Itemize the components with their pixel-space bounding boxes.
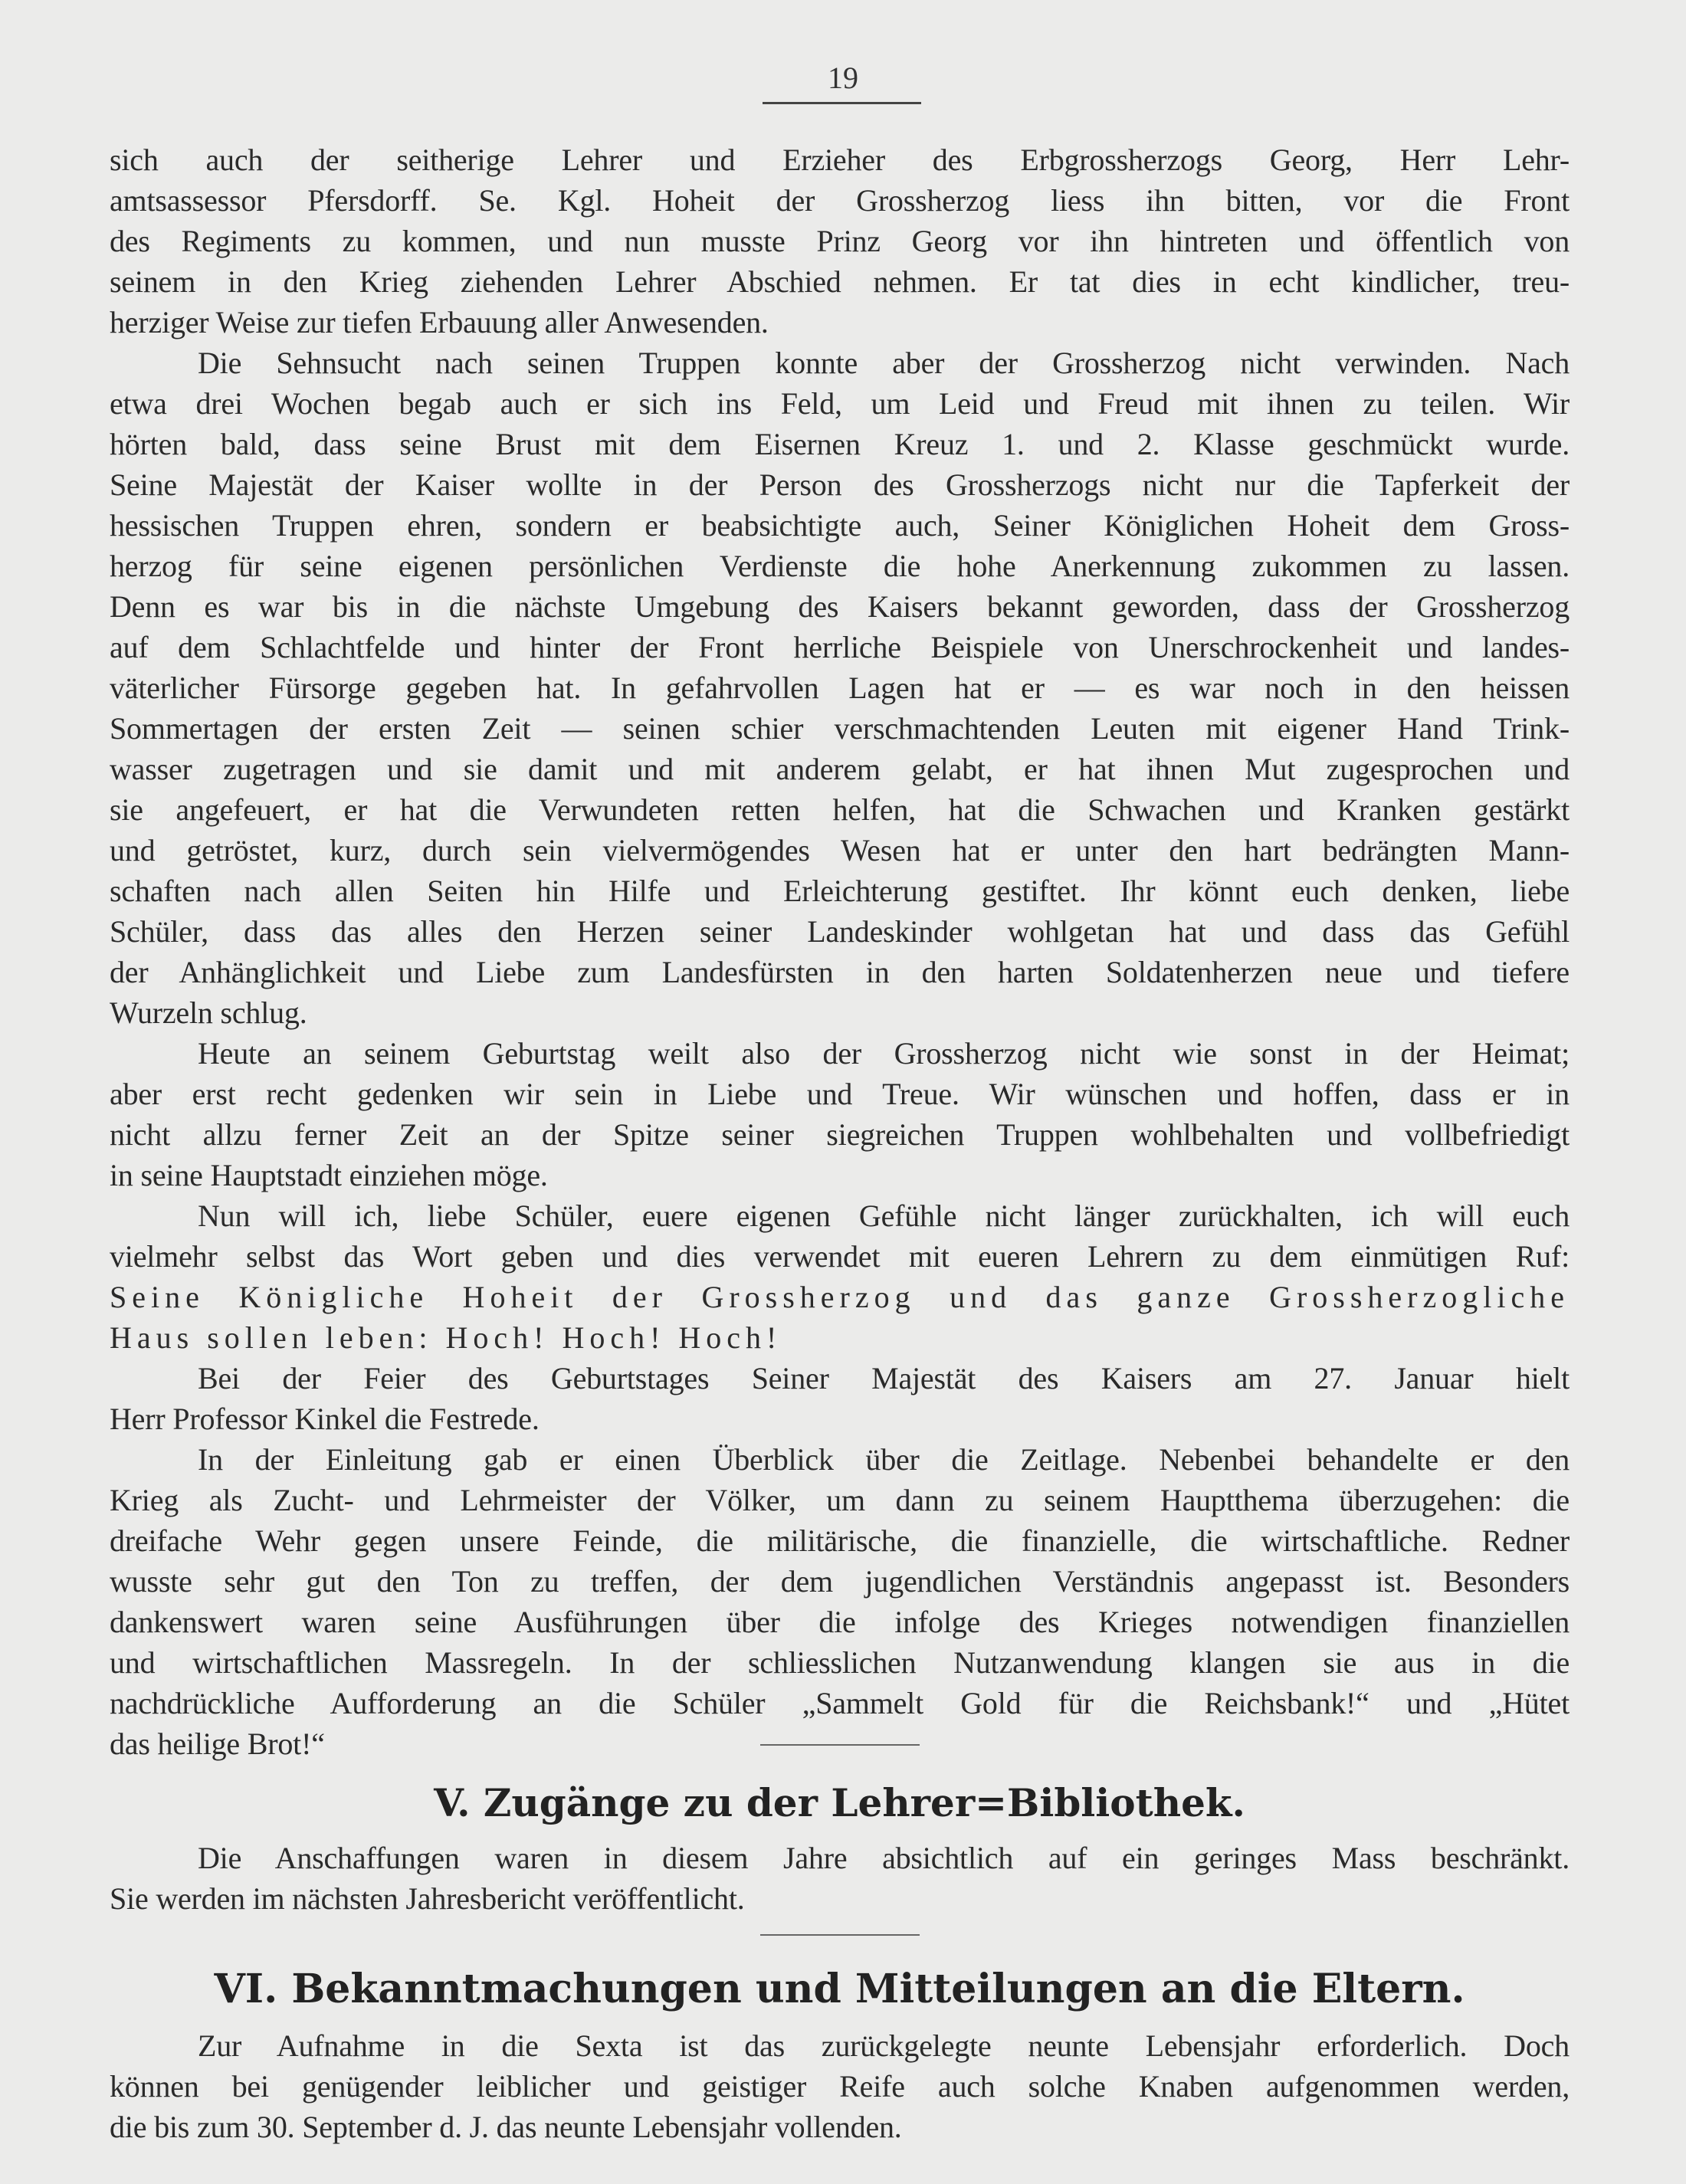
body-line: Zur Aufnahme in die Sexta ist das zurückgelegte neunte Lebensjahr erforderlich. Doch [198,2028,1570,2063]
body-line: Sommertagen der ersten Zeit — seinen schier verschmachtenden Leuten mit eigener Hand Trink- [110,711,1570,746]
body-line: In der Einleitung gab er einen Überblick über die Zeitlage. Nebenbei behandelte er den [198,1442,1570,1477]
body-line: etwa drei Wochen begab auch er sich ins Feld, um Leid und Freud mit ihnen zu teilen. Wir [110,386,1570,421]
body-line: nachdrückliche Aufforderung an die Schüler „Sammelt Gold für die Reichsbank!“ und „Hütet [110,1686,1570,1720]
header-rule [763,102,921,104]
body-line: aber erst recht gedenken wir sein in Liebe und Treue. Wir wünschen und hoffen, dass er in [110,1077,1570,1111]
body-line: Haus sollen leben: Hoch! Hoch! Hoch! [110,1320,782,1355]
body-line: Denn es war bis in die nächste Umgebung des Kaisers bekannt geworden, dass der Grossherzog [110,589,1570,624]
body-line: das heilige Brot!“ [110,1727,325,1761]
body-line: und getröstet, kurz, durch sein vielvermögendes Wesen hat er unter den hart bedrängten Mann- [110,833,1570,867]
body-line: Herr Professor Kinkel die Festrede. [110,1402,540,1436]
body-line: Schüler, dass das alles den Herzen seiner Landeskinder wohlgetan hat und dass das Gefühl [110,914,1570,949]
body-line: auf dem Schlachtfelde und hinter der Front herrliche Beispiele von Unerschrockenheit und landes- [110,630,1570,664]
body-line: und wirtschaftlichen Massregeln. In der schliesslichen Nutzanwendung klangen sie aus in die [110,1645,1570,1680]
body-line: in seine Hauptstadt einziehen möge. [110,1158,548,1192]
body-line: Sie werden im nächsten Jahresbericht veröffentlicht. [110,1881,745,1916]
body-line: amtsassessor Pfersdorff. Se. Kgl. Hoheit der Grossherzog liess ihn bitten, vor die Front [110,183,1570,218]
body-line: hessischen Truppen ehren, sondern er beabsichtigte auch, Seiner Königlichen Hoheit dem Gross- [110,508,1570,543]
section-vi-heading: VI. Bekanntmachungen und Mitteilungen an die Eltern. [214,1966,1465,2012]
body-line: Bei der Feier des Geburtstages Seiner Majestät des Kaisers am 27. Januar hielt [198,1361,1570,1395]
section-v-heading: V. Zugänge zu der Lehrer=Bibliothek. [434,1780,1245,1825]
body-line: Heute an seinem Geburtstag weilt also der Grossherzog nicht wie sonst in der Heimat; [198,1036,1570,1071]
text-column [110,139,1570,2147]
section-divider [760,1934,920,1936]
section-divider [760,1744,920,1746]
body-line: können bei genügender leiblicher und geistiger Reife auch solche Knaben aufgenommen werden, [110,2069,1570,2104]
body-line: sich auch der seitherige Lehrer und Erzieher des Erbgrossherzogs Georg, Herr Lehr- [110,143,1570,177]
body-line: der Anhänglichkeit und Liebe zum Landesfürsten in den harten Soldatenherzen neue und tiefere [110,955,1570,989]
body-line: Die Anschaffungen waren in diesem Jahre absichtlich auf ein geringes Mass beschränkt. [198,1841,1570,1875]
body-line: die bis zum 30. September d. J. das neunte Lebensjahr vollenden. [110,2110,902,2144]
body-line: sie angefeuert, er hat die Verwundeten retten helfen, hat die Schwachen und Kranken gestärkt [110,792,1570,827]
body-line: seinem in den Krieg ziehenden Lehrer Abschied nehmen. Er tat dies in echt kindlicher, treu- [110,264,1570,299]
body-line: nicht allzu ferner Zeit an der Spitze seiner siegreichen Truppen wohlbehalten und vollbefriedigt [110,1117,1570,1152]
body-line: Die Sehnsucht nach seinen Truppen konnte aber der Grossherzog nicht verwinden. Nach [198,346,1570,380]
body-line: hörten bald, dass seine Brust mit dem Eisernen Kreuz 1. und 2. Klasse geschmückt wurde. [110,427,1570,461]
body-line: dreifache Wehr gegen unsere Feinde, die militärische, die finanzielle, die wirtschaftliche. Redner [110,1523,1570,1558]
body-line: herziger Weise zur tiefen Erbauung aller Anwesenden. [110,305,769,339]
body-line: Seine Königliche Hoheit der Grossherzog und das ganze Grossherzogliche [110,1280,1570,1314]
body-line: Krieg als Zucht- und Lehrmeister der Völker, um dann zu seinem Hauptthema überzugehen: die [110,1483,1570,1517]
body-line: wasser zugetragen und sie damit und mit anderem gelabt, er hat ihnen Mut zugesprochen und [110,752,1570,786]
body-line: herzog für seine eigenen persönlichen Verdienste die hohe Anerkennung zukommen zu lassen. [110,549,1570,583]
body-line: schaften nach allen Seiten hin Hilfe und Erleichterung gestiftet. Ihr könnt euch denken, liebe [110,874,1570,908]
body-line: des Regiments zu kommen, und nun musste Prinz Georg vor ihn hintreten und öffentlich von [110,224,1570,258]
body-line: Wurzeln schlug. [110,995,307,1030]
body-line: väterlicher Fürsorge gegeben hat. In gefahrvollen Lagen hat er — es war noch in den heissen [110,671,1570,705]
body-line: wusste sehr gut den Ton zu treffen, der dem jugendlichen Verständnis angepasst ist. Besonders [110,1564,1570,1599]
body-line: Seine Majestät der Kaiser wollte in der Person des Grossherzogs nicht nur die Tapferkeit der [110,467,1570,502]
page-number: 19 [828,61,858,95]
body-line: vielmehr selbst das Wort geben und dies verwendet mit eueren Lehrern zu dem einmütigen Ruf: [110,1239,1570,1274]
body-line: Nun will ich, liebe Schüler, euere eigenen Gefühle nicht länger zurückhalten, ich will euch [198,1199,1570,1233]
body-line: dankenswert waren seine Ausführungen über die infolge des Krieges notwendigen finanziellen [110,1605,1570,1639]
